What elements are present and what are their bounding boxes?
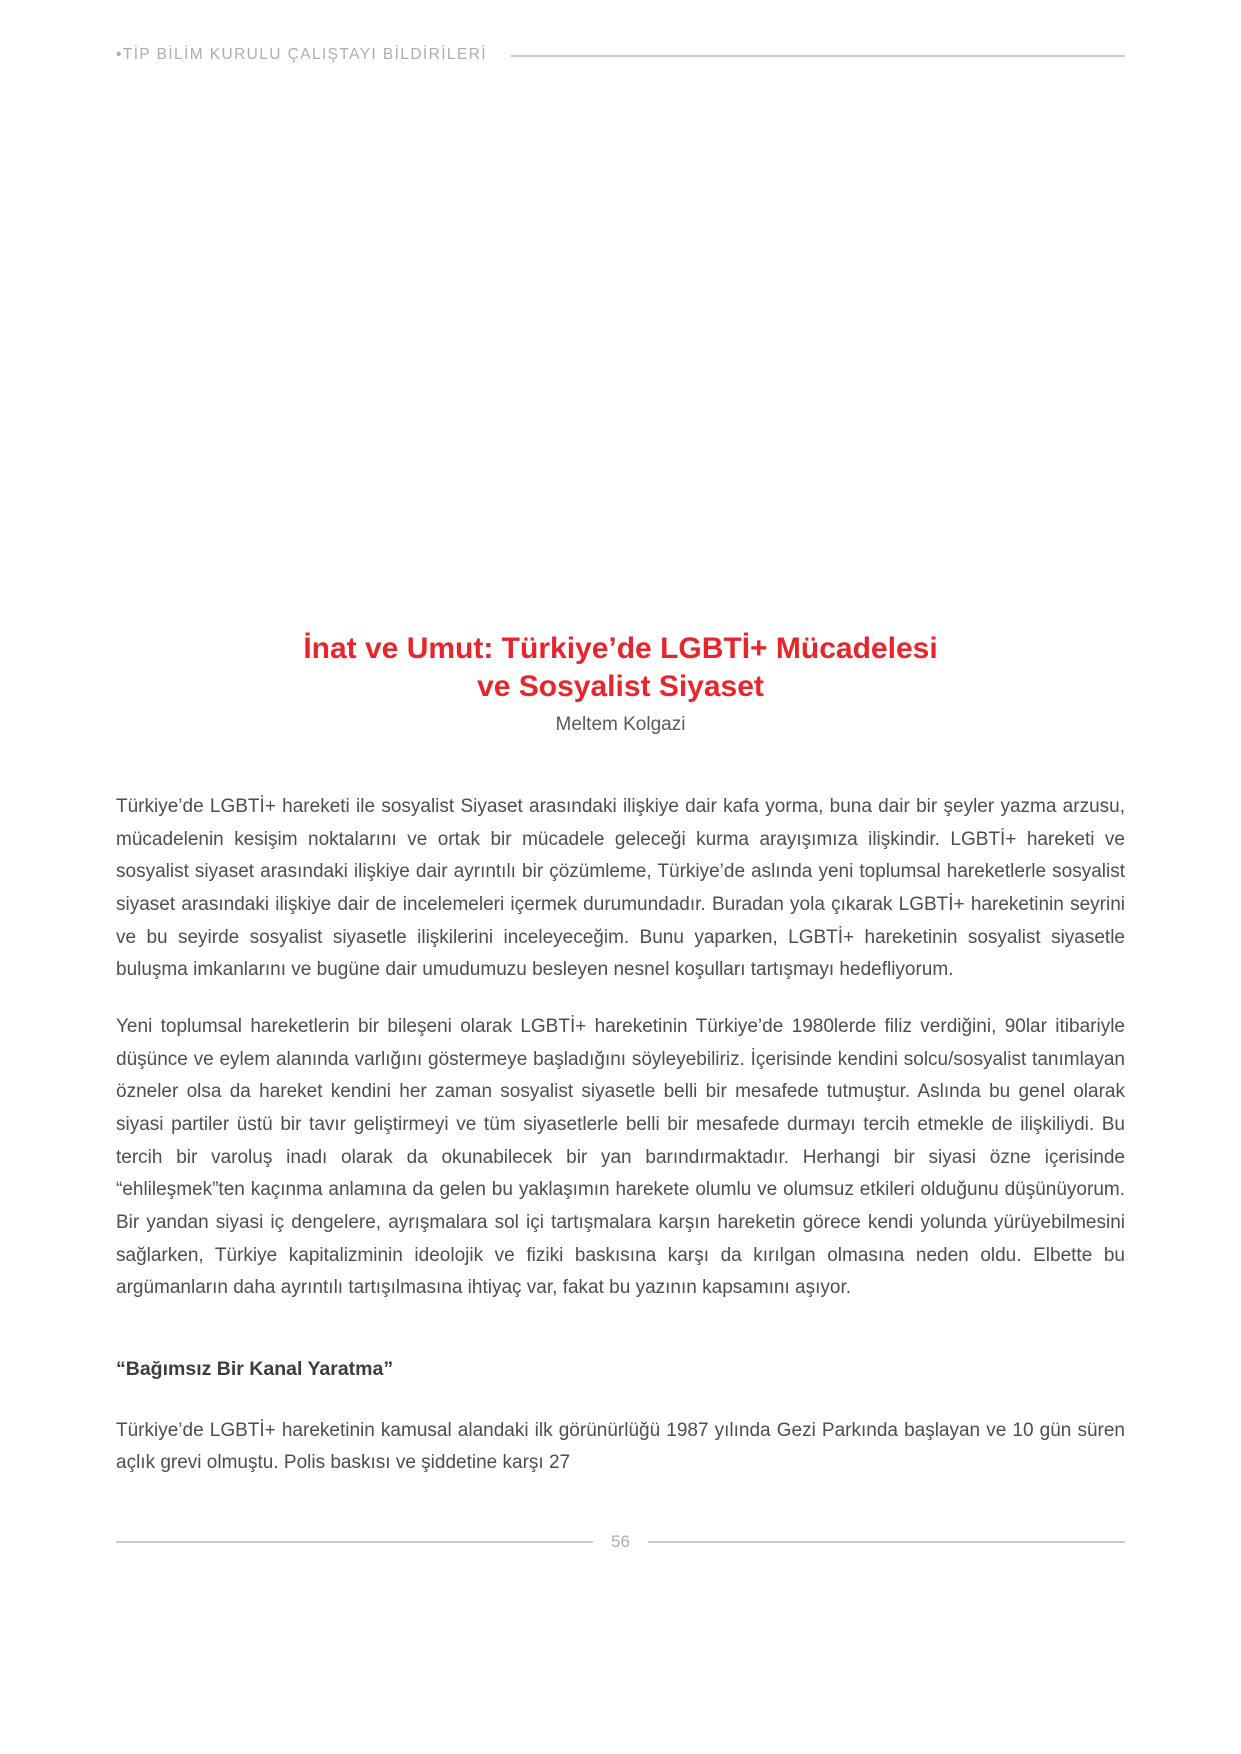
paragraph: Türkiye’de LGBTİ+ hareketinin kamusal alandaki ilk görünürlüğü 1987 yılında Gezi Parkında başlayan ve 10 gün süren açlık grevi olmuştu. Polis baskısı ve şiddetine karşı 27 (116, 1419, 1125, 1474)
section-heading: “Bağımsız Bir Kanal Yaratma” (116, 1358, 394, 1381)
footer-rule-left (116, 1541, 593, 1543)
article-title-line-2: ve Sosyalist Siyaset (477, 669, 764, 703)
article-body (116, 791, 1125, 1480)
article-title-block (116, 630, 1125, 736)
paragraph: Türkiye’de LGBTİ+ hareketi ile sosyalist Siyaset arasındaki ilişkiye dair kafa yorma, buna dair bir şeyler yazma arzusu, mücadelenin kesişim noktalarını ve ortak bir mücadele geleceği kurma arayışımıza ilişkindir. LGBTİ+ hareketi ve sosyalist siyaset arasındaki ilişkiye dair ayrıntılı bir çözümleme, Türkiye’de aslında yeni toplumsal hareketlerle sosyalist siyaset arasındaki ilişkiye dair de incelemeleri içermek durumundadır. Buradan yola çıkarak LGBTİ+ hareketinin seyrini ve bu seyirde sosyalist siyasetle ilişkilerini inceleyeceğim. Bunu yaparken, LGBTİ+ hareketinin sosyalist siyasetle buluşma imkanlarını ve bugüne dair umudumuzu besleyen nesnel koşulları tartışmayı hedefliyorum. (116, 796, 1125, 981)
header-running-title: •TİP BİLİM KURULU ÇALIŞTAYI BİLDİRİLERİ (116, 46, 487, 63)
page-header (116, 46, 1125, 64)
footer-rule-right (648, 1541, 1125, 1543)
paragraph: Yeni toplumsal hareketlerin bir bileşeni olarak LGBTİ+ hareketinin Türkiye’de 1980lerde filiz verdiğini, 90lar itibariyle düşünce ve eylem alanında varlığını göstermeye başladığını söyleyebiliriz. İçerisinde kendini solcu/sosyalist tanımlayan özneler olsa da hareket kendini her zaman sosyalist siyasetle belli bir mesafede tutmuştur. Aslında bu genel olarak siyasi partiler üstü bir tavır geliştirmeyi ve tüm siyasetlerle belli bir mesafede durmayı tercih etmekle de ilişkiliydi. Bu tercih bir varoluş inadı olarak da okunabilecek bir yan barındırmaktadır. Herhangi bir siyasi özne içerisinde “ehlileşmek”ten kaçınma anlamına da gelen bu yaklaşımın harekete olumlu ve olumsuz etkileri olduğunu düşünüyorum. Bir yandan siyasi iç dengelere, ayrışmalara sol içi tartışmalara karşın hareketin görece kendi yolunda yürüyebilmesini sağlarken, Türkiye kapitalizminin ideolojik ve fiziki baskısına karşı da kırılgan olmasına neden oldu. Elbette bu argümanların daha ayrıntılı tartışılmasına ihtiyaç var, fakat bu yazının kapsamını aşıyor. (116, 1016, 1125, 1299)
article-title-line-1: İnat ve Umut: Türkiye’de LGBTİ+ Mücadelesi (303, 632, 938, 665)
article-title (116, 630, 1125, 705)
page-footer (116, 1532, 1125, 1552)
page-number: 56 (611, 1532, 630, 1551)
header-rule (511, 55, 1125, 57)
article-author: Meltem Kolgazi (555, 714, 686, 735)
